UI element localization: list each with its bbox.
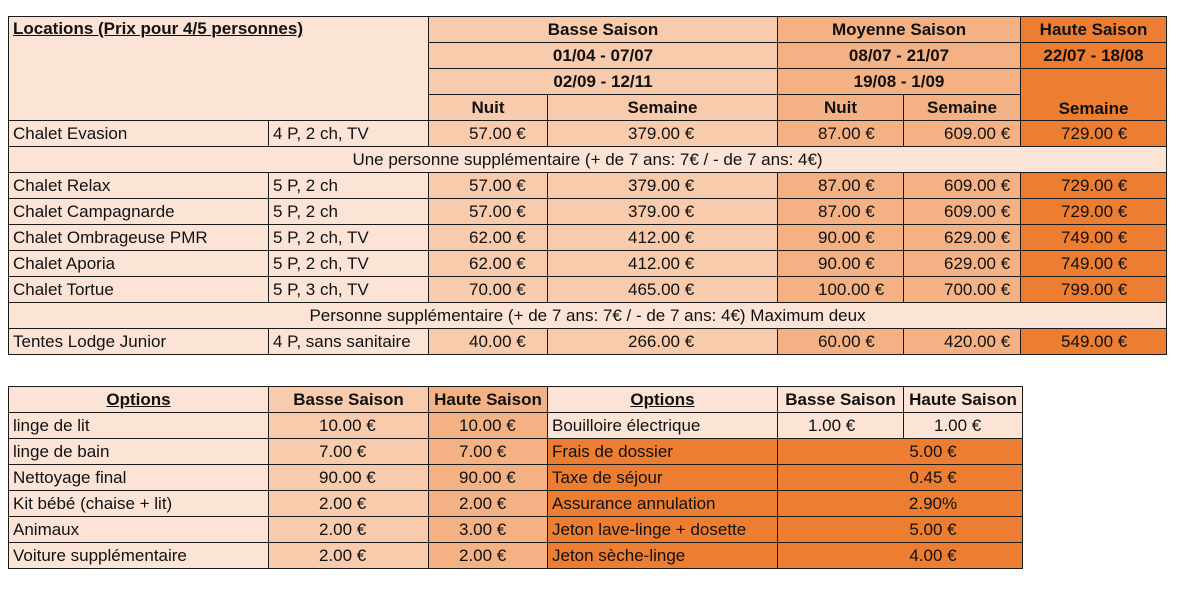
option-haute-price: 7.00 €: [429, 439, 548, 465]
options-price-table: [8, 386, 1023, 569]
basse-nuit-price: 62.00 €: [429, 251, 548, 277]
table-row: [9, 413, 1023, 439]
basse-semaine-price: 266.00 €: [548, 329, 778, 355]
haute-saison-dates: 22/07 - 18/08: [1021, 43, 1167, 69]
haute-semaine-header: Semaine: [1021, 69, 1167, 121]
option-label: Jeton lave-linge + dosette: [548, 517, 778, 543]
accommodation-desc: 4 P, sans sanitaire: [269, 329, 429, 355]
moyenne-nuit-price: 60.00 €: [778, 329, 904, 355]
options-basse-header-right: Basse Saison: [778, 387, 904, 413]
option-haute-price: 3.00 €: [429, 517, 548, 543]
basse-nuit-price: 40.00 €: [429, 329, 548, 355]
option-label: linge de bain: [9, 439, 269, 465]
option-label: Bouilloire électrique: [548, 413, 778, 439]
option-haute-price: 90.00 €: [429, 465, 548, 491]
option-haute-price: 10.00 €: [429, 413, 548, 439]
table-row: [9, 439, 1023, 465]
basse-saison-header: Basse Saison: [429, 17, 778, 43]
options-haute-header-right: Haute Saison: [904, 387, 1023, 413]
table-row: [9, 491, 1023, 517]
option-flat-price: 4.00 €: [778, 543, 1023, 569]
options-header-right: Options: [548, 387, 778, 413]
table-row: [9, 173, 1167, 199]
haute-semaine-price: 799.00 €: [1021, 277, 1167, 303]
option-basse-price: 90.00 €: [269, 465, 429, 491]
basse-saison-dates-2: 02/09 - 12/11: [429, 69, 778, 95]
basse-saison-dates-1: 01/04 - 07/07: [429, 43, 778, 69]
haute-semaine-price: 729.00 €: [1021, 121, 1167, 147]
option-basse-price: 10.00 €: [269, 413, 429, 439]
basse-semaine-price: 412.00 €: [548, 251, 778, 277]
table-row: [9, 277, 1167, 303]
options-haute-header-left: Haute Saison: [429, 387, 548, 413]
basse-nuit-price: 70.00 €: [429, 277, 548, 303]
accommodation-name: Chalet Evasion: [9, 121, 269, 147]
option-label: Jeton sèche-linge: [548, 543, 778, 569]
accommodation-name: Chalet Campagnarde: [9, 199, 269, 225]
accommodation-desc: 5 P, 2 ch: [269, 199, 429, 225]
basse-semaine-price: 465.00 €: [548, 277, 778, 303]
moyenne-semaine-price: 629.00 €: [904, 251, 1021, 277]
haute-saison-header: Haute Saison: [1021, 17, 1167, 43]
accommodation-name: Chalet Relax: [9, 173, 269, 199]
accommodation-desc: 5 P, 2 ch, TV: [269, 225, 429, 251]
haute-semaine-price: 729.00 €: [1021, 199, 1167, 225]
table-row: [9, 251, 1167, 277]
option-label: Assurance annulation: [548, 491, 778, 517]
moyenne-nuit-price: 87.00 €: [778, 199, 904, 225]
option-flat-price: 5.00 €: [778, 517, 1023, 543]
extra-person-note: Une personne supplémentaire (+ de 7 ans: 7€ / - de 7 ans: 4€): [9, 147, 1167, 173]
moyenne-semaine-price: 420.00 €: [904, 329, 1021, 355]
option-basse-price: 2.00 €: [269, 491, 429, 517]
option-label: Kit bébé (chaise + lit): [9, 491, 269, 517]
basse-semaine-price: 379.00 €: [548, 173, 778, 199]
basse-nuit-price: 57.00 €: [429, 199, 548, 225]
table-row: [9, 465, 1023, 491]
option-flat-price: 2.90%: [778, 491, 1023, 517]
haute-semaine-price: 749.00 €: [1021, 251, 1167, 277]
table-row: [9, 517, 1023, 543]
option-basse-price: 7.00 €: [269, 439, 429, 465]
option-basse-price: 1.00 €: [778, 413, 904, 439]
moyenne-nuit-price: 90.00 €: [778, 251, 904, 277]
moyenne-semaine-price: 629.00 €: [904, 225, 1021, 251]
accommodation-name: Chalet Tortue: [9, 277, 269, 303]
option-basse-price: 2.00 €: [269, 543, 429, 569]
table-row: [9, 121, 1167, 147]
moyenne-nuit-price: 100.00 €: [778, 277, 904, 303]
basse-nuit-price: 57.00 €: [429, 173, 548, 199]
basse-nuit-price: 62.00 €: [429, 225, 548, 251]
accommodation-desc: 5 P, 3 ch, TV: [269, 277, 429, 303]
moyenne-semaine-price: 700.00 €: [904, 277, 1021, 303]
moyenne-semaine-price: 609.00 €: [904, 121, 1021, 147]
moyenne-saison-header: Moyenne Saison: [778, 17, 1021, 43]
moyenne-nuit-header: Nuit: [778, 95, 904, 121]
option-label: Frais de dossier: [548, 439, 778, 465]
accommodation-name: Tentes Lodge Junior: [9, 329, 269, 355]
option-haute-price: 2.00 €: [429, 543, 548, 569]
option-flat-price: 0.45 €: [778, 465, 1023, 491]
moyenne-semaine-price: 609.00 €: [904, 173, 1021, 199]
accommodation-desc: 5 P, 2 ch, TV: [269, 251, 429, 277]
table-row: [9, 199, 1167, 225]
option-haute-price: 1.00 €: [904, 413, 1023, 439]
option-haute-price: 2.00 €: [429, 491, 548, 517]
option-label: Animaux: [9, 517, 269, 543]
table-row: [9, 225, 1167, 251]
accommodation-desc: 5 P, 2 ch: [269, 173, 429, 199]
option-label: linge de lit: [9, 413, 269, 439]
haute-semaine-price: 549.00 €: [1021, 329, 1167, 355]
moyenne-saison-dates-1: 08/07 - 21/07: [778, 43, 1021, 69]
basse-semaine-price: 412.00 €: [548, 225, 778, 251]
basse-semaine-price: 379.00 €: [548, 121, 778, 147]
moyenne-nuit-price: 87.00 €: [778, 121, 904, 147]
option-label: Nettoyage final: [9, 465, 269, 491]
options-header-left: Options: [9, 387, 269, 413]
locations-price-table: [8, 16, 1167, 355]
moyenne-semaine-header: Semaine: [904, 95, 1021, 121]
accommodation-name: Chalet Ombrageuse PMR: [9, 225, 269, 251]
table-row: [9, 543, 1023, 569]
basse-nuit-price: 57.00 €: [429, 121, 548, 147]
locations-title: Locations (Prix pour 4/5 personnes): [9, 17, 429, 121]
option-label: Taxe de séjour: [548, 465, 778, 491]
option-flat-price: 5.00 €: [778, 439, 1023, 465]
option-label: Voiture supplémentaire: [9, 543, 269, 569]
moyenne-nuit-price: 90.00 €: [778, 225, 904, 251]
moyenne-saison-dates-2: 19/08 - 1/09: [778, 69, 1021, 95]
options-basse-header-left: Basse Saison: [269, 387, 429, 413]
basse-semaine-header: Semaine: [548, 95, 778, 121]
moyenne-semaine-price: 609.00 €: [904, 199, 1021, 225]
haute-semaine-price: 749.00 €: [1021, 225, 1167, 251]
table-row: [9, 329, 1167, 355]
accommodation-name: Chalet Aporia: [9, 251, 269, 277]
option-basse-price: 2.00 €: [269, 517, 429, 543]
basse-nuit-header: Nuit: [429, 95, 548, 121]
accommodation-desc: 4 P, 2 ch, TV: [269, 121, 429, 147]
basse-semaine-price: 379.00 €: [548, 199, 778, 225]
haute-semaine-price: 729.00 €: [1021, 173, 1167, 199]
moyenne-nuit-price: 87.00 €: [778, 173, 904, 199]
extra-person-note: Personne supplémentaire (+ de 7 ans: 7€ / - de 7 ans: 4€) Maximum deux: [9, 303, 1167, 329]
